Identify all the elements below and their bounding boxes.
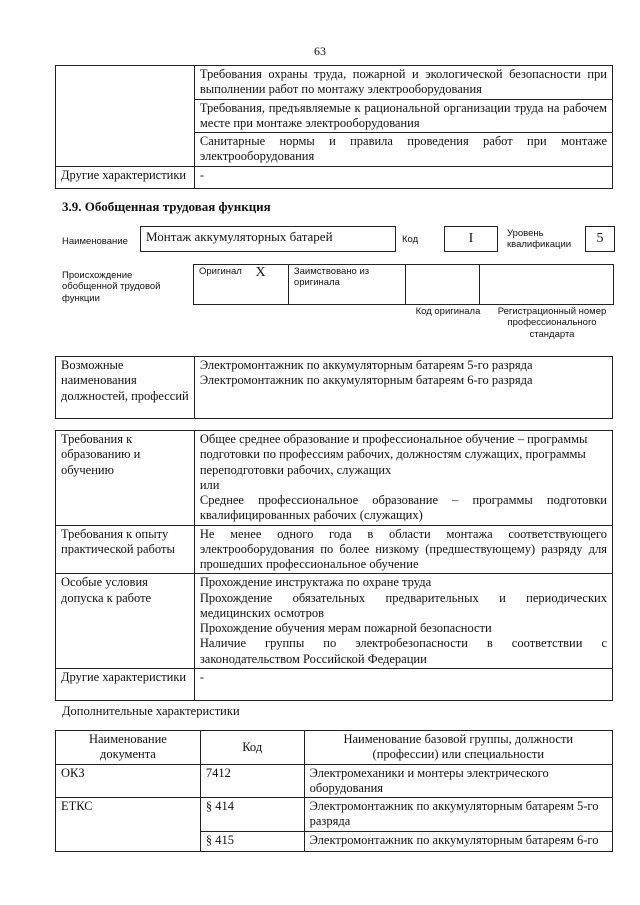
page-number: 63 <box>314 44 326 58</box>
level-label-line-2: квалификации <box>507 239 572 251</box>
row-doc: ОКЗ <box>56 764 201 798</box>
col-header-name: Наименование базовой группы, должности (профессии) или специальности <box>304 731 612 765</box>
col-header-document: Наименование документа <box>56 731 201 765</box>
education-label: Требования к образованию и обучению <box>56 431 195 526</box>
original-code-cell <box>405 265 480 305</box>
level-value: 5 <box>585 226 615 252</box>
top-other-value: - <box>194 166 612 188</box>
borrowed-label: Заимствовано из оригинала <box>288 265 405 305</box>
reg-number-cell <box>480 265 614 305</box>
requirements-table <box>55 430 613 701</box>
table-row <box>56 798 613 832</box>
code-value: I <box>444 226 498 252</box>
top-other-label: Другие характеристики <box>56 166 195 188</box>
origin-label: Происхождение обобщенной трудовой функции <box>62 270 161 304</box>
req-other-label: Другие характеристики <box>56 668 195 700</box>
table-row <box>56 764 613 798</box>
row-code: § 415 <box>200 831 304 851</box>
possible-names-table <box>55 356 613 419</box>
top-row-3: Санитарные нормы и правила проведения работ при монтаже электрооборудования <box>194 133 612 167</box>
code-label: Код <box>402 234 419 245</box>
education-value <box>194 431 612 526</box>
row-code: § 414 <box>200 798 304 832</box>
experience-line-1: Не менее одного года в области монтажа соответствующего <box>199 526 607 541</box>
special-value <box>194 574 612 669</box>
experience-line-2: электрооборудования по более низкому (предшествующему) разряду для <box>199 541 607 556</box>
original-label: Оригинал <box>194 265 251 305</box>
col-header-code: Код <box>200 731 304 765</box>
additional-title: Дополнительные характеристики <box>62 704 240 718</box>
possible-name-2: Электромонтажник по аккумуляторным батареям 6-го разряда <box>199 373 533 388</box>
education-line-1: Общее среднее образование и профессиональное обучение – программы <box>199 432 588 446</box>
education-line-2: подготовки по профессиям рабочих, должностям служащих, программы <box>199 447 586 462</box>
req-other-value: - <box>194 668 612 700</box>
top-characteristics-table <box>55 65 613 189</box>
original-mark: X <box>250 265 288 305</box>
special-line-2: Прохождение обязательных предварительных и периодических <box>199 590 607 605</box>
row-name: Электромонтажник по аккумуляторным батареям 5-го разряда <box>304 798 612 832</box>
empty-label-cell <box>56 66 195 167</box>
row-code: 7412 <box>200 764 304 798</box>
experience-value <box>194 525 612 574</box>
name-box <box>140 226 396 252</box>
name-label: Наименование <box>62 236 128 247</box>
top-row-2: Требования, предъявляемые к рациональной организации труда на рабочем месте при монтаже электрооборудования <box>194 99 612 133</box>
education-line-4: или <box>199 477 220 492</box>
education-line-5: Среднее профессиональное образование – программы подготовки <box>199 493 607 507</box>
level-label-line-1: Уровень <box>507 228 544 239</box>
row-name: Электромеханики и монтеры электрического оборудования <box>304 764 612 798</box>
education-line-3: переподготовки рабочих, служащих <box>199 462 392 477</box>
possible-name-1: Электромонтажник по аккумуляторным батареям 5-го разряда <box>199 358 533 372</box>
special-line-3: медицинских осмотров <box>199 605 325 620</box>
row-doc: ЕТКС <box>56 798 201 852</box>
name-value: Монтаж аккумуляторных батарей <box>146 229 333 244</box>
top-row-1: Требования охраны труда, пожарной и экологической безопасности при выполнении работ по монтажу электрооборудования <box>194 66 612 100</box>
code-caption: Код оригинала <box>415 306 481 317</box>
additional-table <box>55 730 613 852</box>
row-name: Электромонтажник по аккумуляторным батареям 6-го <box>304 831 612 851</box>
special-line-1: Прохождение инструктажа по охране труда <box>199 575 432 590</box>
reg-caption: Регистрационный номер профессионального стандарта <box>497 306 607 340</box>
special-line-4: Прохождение обучения мерам пожарной безопасности <box>199 621 492 635</box>
special-line-5: Наличие группы по электробезопасности в соответствии с <box>199 636 607 651</box>
level-label <box>507 228 571 251</box>
education-line-6: квалифицированных рабочих (служащих) <box>199 508 423 523</box>
section-title: 3.9. Обобщенная трудовая функция <box>62 199 271 214</box>
experience-label: Требования к опыту практической работы <box>56 525 195 574</box>
origin-table <box>193 264 614 305</box>
special-label: Особые условия допуска к работе <box>56 574 195 669</box>
possible-names-label: Возможные наименования должностей, профессий <box>56 357 195 419</box>
possible-names-values <box>194 357 612 419</box>
experience-line-3: прошедших профессиональное обучение <box>199 557 419 571</box>
special-line-6: законодательством Российской Федерации <box>199 651 427 666</box>
